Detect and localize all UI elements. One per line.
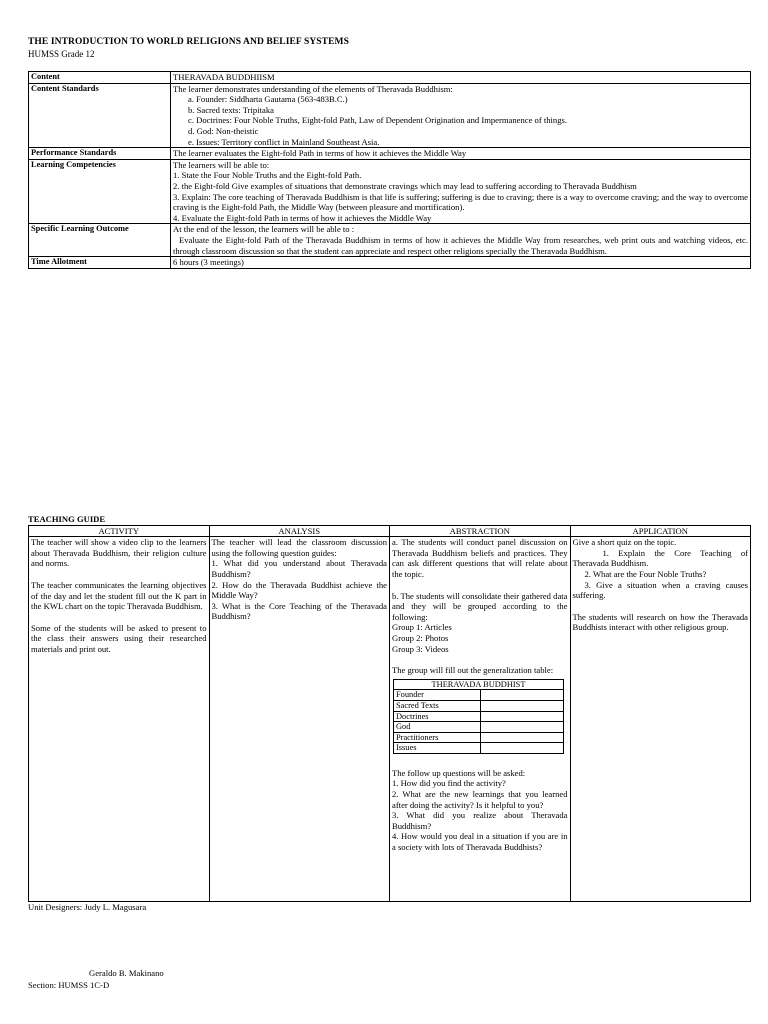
generalization-row-label: Sacred Texts [394, 700, 481, 711]
followup-question: 2. What are the new learnings that you learned after doing the activity? Is it helpful to you? [392, 789, 568, 810]
analysis-question: 1. What did you understand about Theravada Buddhism? [211, 558, 387, 579]
analysis-header: ANALYSIS [209, 526, 390, 537]
student-name: Geraldo B. Makinano [89, 968, 164, 978]
content-row [29, 72, 751, 84]
followup-question: 4. How would you deal in a situation if you are in a society with lots of Theravada Buddhists? [392, 831, 568, 853]
generalization-blank-cell [481, 700, 564, 711]
activity-paragraph: The teacher will show a video clip to the learners about Theravada Buddhism, their religion culture and norms. [31, 537, 207, 569]
competency-line: 3. Explain: The core teaching of Theravada Buddhism is that life is suffering; suffering is due to craving; there is a way to overcome craving; and the way to overcome craving is the Eight-fold Path, the Middle Way (between pleasure and mortification). [173, 191, 748, 213]
section-label: Section: HUMSS 1C-D [28, 980, 110, 990]
learning-competencies-label: Learning Competencies [29, 159, 171, 224]
application-item: 2. What are the Four Noble Truths? [584, 568, 707, 579]
generalization-row-label: God [394, 722, 481, 733]
specific-outcome-value [171, 224, 751, 257]
lesson-info-table [28, 71, 751, 269]
outcome-intro: At the end of the lesson, the learners will be able to : [173, 224, 355, 235]
generalization-row-label: Issues [394, 743, 481, 754]
followup-question: 1. How did you find the activity? [392, 778, 506, 789]
content-standards-row [29, 83, 751, 148]
analysis-question: 2. How do the Theravada Buddhist achieve the Middle Way? [211, 579, 387, 601]
activity-header: ACTIVITY [29, 526, 210, 537]
abstraction-part-b: b. The students will consolidate their gathered data and they will be grouped according to the following: [392, 590, 568, 622]
application-item: 3. Give a situation when a craving causes suffering. [572, 579, 748, 601]
document-subtitle: HUMSS Grade 12 [28, 49, 95, 59]
generalization-blank-cell [481, 711, 564, 722]
standards-intro: The learner demonstrates understanding of the elements of Theravada Buddhism: [173, 83, 453, 94]
application-cell [570, 537, 751, 902]
time-allotment-value: 6 hours (3 meetings) [171, 257, 751, 269]
generalization-row-label: Practitioners [394, 732, 481, 743]
learning-competencies-value [171, 159, 751, 224]
generalization-table-title: THERAVADA BUDDHIST [394, 679, 564, 690]
competency-line: The learners will be able to: [173, 159, 270, 170]
outcome-text: Evaluate the Eight-fold Path of the Theravada Buddhism in terms of how it achieves the Middle Way from researches, web print outs and watching videos, etc. through classroom discussion so that the student can appreciate and respect other religions specially the Theravada Buddhism. [173, 234, 748, 256]
activity-paragraph: The teacher communicates the learning objectives of the day and let the student fill out the K part in the KWL chart on the topic Theravada Buddhism. [31, 579, 207, 612]
guide-header-row [29, 526, 751, 537]
competency-line: 2. the Eight-fold Give examples of situations that demonstrate cravings which may lead to suffering according to Theravada Buddhism [173, 180, 637, 191]
generalization-blank-cell [481, 690, 564, 701]
learning-competencies-row [29, 159, 751, 224]
standards-item: c. Doctrines: Four Noble Truths, Eight-fold Path, Law of Dependent Origination and Impermanence of things. [188, 115, 568, 126]
generalization-blank-cell [481, 743, 564, 754]
abstraction-part-a: a. The students will conduct panel discussion on Theravada Buddhism beliefs and practices. They can ask different questions that will relate about the topic. [392, 537, 568, 579]
generalization-table [393, 679, 564, 754]
document-title: THE INTRODUCTION TO WORLD RELIGIONS AND BELIEF SYSTEMS [28, 37, 350, 47]
followup-intro: The follow up questions will be asked: [392, 767, 526, 778]
group-item: Group 2: Photos [392, 632, 449, 643]
application-header: APPLICATION [570, 526, 751, 537]
followup-question: 3. What did you realize about Theravada Buddhism? [392, 810, 568, 831]
specific-outcome-row [29, 224, 751, 257]
teaching-guide-table [28, 525, 751, 902]
guide-body-row [29, 537, 751, 902]
application-intro: Give a short quiz on the topic. [572, 537, 677, 548]
generalization-row-label: Doctrines [394, 711, 481, 722]
standards-item: b. Sacred texts: Tripitaka [188, 104, 274, 115]
time-allotment-row [29, 257, 751, 269]
standards-item: d. God: Non-theistic [188, 125, 259, 136]
standards-item: a. Founder: Siddharta Gautama (563-483B.C.) [188, 94, 348, 105]
group-item: Group 3: Videos [392, 643, 449, 654]
generalization-intro: The group will fill out the generalization table: [392, 665, 554, 676]
performance-standards-row [29, 148, 751, 160]
content-standards-label: Content Standards [29, 83, 171, 148]
generalization-row-label: Founder [394, 690, 481, 701]
application-item: 1. Explain the Core Teaching of Theravada Buddhism. [572, 547, 748, 569]
content-label: Content [29, 72, 171, 84]
time-allotment-label: Time Allotment [29, 257, 171, 269]
activity-cell [29, 537, 210, 902]
abstraction-cell [390, 537, 571, 902]
analysis-question: 3. What is the Core Teaching of the Theravada Buddhism? [211, 600, 387, 622]
generalization-blank-cell [481, 722, 564, 733]
generalization-blank-cell [481, 732, 564, 743]
content-standards-value [171, 83, 751, 148]
competency-line: 4. Evaluate the Eight-fold Path in terms of how it achieves the Middle Way [173, 212, 432, 223]
group-item: Group 1: Articles [392, 622, 452, 633]
analysis-cell [209, 537, 390, 902]
standards-item: e. Issues: Territory conflict in Mainland Southeast Asia. [188, 136, 380, 147]
performance-standards-label: Performance Standards [29, 148, 171, 160]
performance-standards-value: The learner evaluates the Eight-fold Path in terms of how it achieves the Middle Way [171, 148, 751, 160]
content-value: THERAVADA BUDDHIISM [171, 72, 751, 84]
specific-outcome-label: Specific Learning Outcome [29, 224, 171, 257]
application-research: The students will research on how the Theravada Buddhists interact with other religious group. [572, 611, 748, 633]
teaching-guide-label: TEACHING GUIDE [28, 514, 106, 524]
unit-designers: Unit Designers: Judy L. Magusara [28, 902, 147, 912]
abstraction-header: ABSTRACTION [390, 526, 571, 537]
competency-line: 1. State the Four Noble Truths and the Eight-fold Path. [173, 170, 362, 181]
analysis-intro: The teacher will lead the classroom discussion using the following question guides: [211, 537, 387, 558]
activity-paragraph: Some of the students will be asked to present to the class their answers using their researched materials and print out. [31, 622, 207, 654]
